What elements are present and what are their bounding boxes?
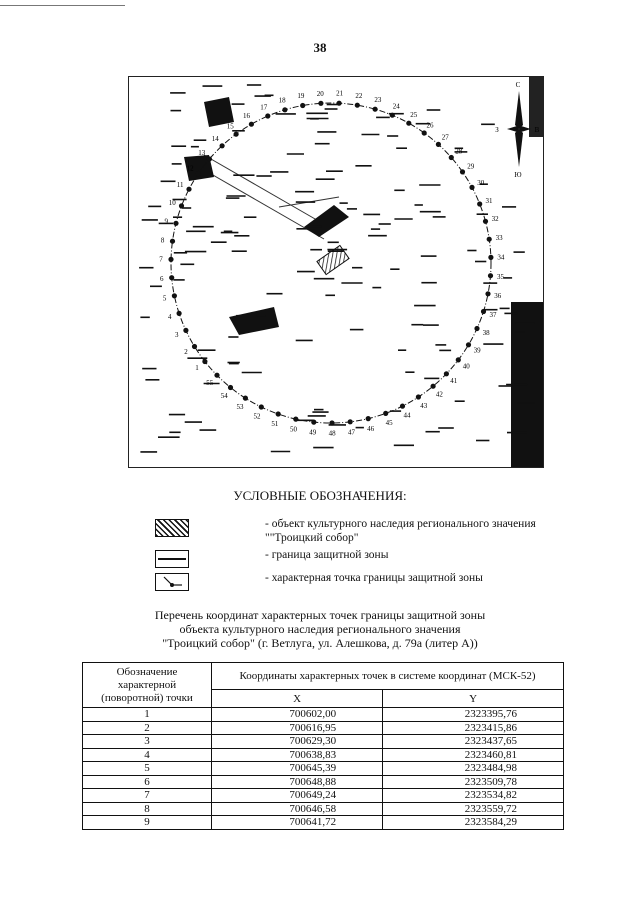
cell-point: 9 [83,816,212,830]
boundary-point-label: 14 [211,135,219,143]
boundary-point-marker [282,107,287,112]
coordinates-table-body [83,708,564,830]
cell-point: 7 [83,789,212,803]
table-row [83,816,564,830]
boundary-point-marker [436,142,441,147]
base-map-dashes [139,85,535,452]
table-row [83,721,564,735]
table-row [83,789,564,803]
boundary-point-marker [220,143,225,148]
boundary-point-label: 12 [186,164,194,173]
cell-x: 700646,58 [212,802,383,816]
boundary-point-marker [406,121,411,126]
boundary-point-marker [318,101,323,106]
page-number: 38 [313,40,327,55]
top-rule [0,5,125,6]
map-canvas [129,77,543,467]
cell-point: 4 [83,748,212,762]
cell-point: 2 [83,721,212,735]
map-margin [129,77,149,217]
boundary-point-marker [400,404,405,409]
heritage-object-symbol [155,519,189,537]
boundary-point-marker [488,255,493,260]
boundary-point-marker [481,309,486,314]
boundary-point-marker [207,156,212,161]
cell-x: 700641,72 [212,816,383,830]
legend-item-heritage [155,517,575,547]
boundary-point-marker [390,113,395,118]
boundary-point-marker [456,357,461,362]
boundary-point-label: 40 [462,362,470,371]
legend-title: УСЛОВНЫЕ ОБОЗНАЧЕНИЯ: [233,488,407,503]
boundary-point-label: 22 [355,91,363,100]
cell-point: 3 [83,735,212,749]
legend-text-heritage: - объект культурного наследия регионального значения ""Троицкий собор" [265,518,536,544]
boundary-point-label: 30 [477,179,485,188]
boundary-point-icon [156,574,187,589]
boundary-point-label: 39 [473,346,481,355]
boundary-point-label: 48 [328,429,336,438]
boundary-point-marker [243,396,248,401]
cell-y: 2323460,81 [383,748,564,762]
boundary-point-marker [179,203,184,208]
boundary-point-marker [383,411,388,416]
header-coordinates: Координаты характерных точек в системе координат (МСК-52) [212,663,564,690]
compass-south: Ю [514,171,522,179]
coordinates-table [82,662,564,830]
boundary-point-label: 47 [348,428,355,437]
boundary-point-marker [173,221,178,226]
table-row [83,802,564,816]
boundary-point-marker [466,342,471,347]
boundary-point-label: 23 [374,96,382,105]
boundary-point-marker [177,311,182,316]
boundary-point-label: 20 [316,89,324,98]
cell-y: 2323584,29 [383,816,564,830]
cell-y: 2323415,86 [383,721,564,735]
boundary-point-label: 51 [271,420,279,428]
boundary-point-marker [485,291,490,296]
boundary-point-marker [249,122,254,127]
cell-y: 2323437,65 [383,735,564,749]
header-y: Y [383,690,564,708]
boundary-point-marker [469,185,474,190]
table-row [83,708,564,722]
boundary-point-marker [460,169,465,174]
boundary-point-label: 44 [403,411,411,420]
table-row [83,735,564,749]
boundary-point-label: 38 [482,329,490,338]
list-title-line-1: Перечень координат характерных точек границы защитной зоны [154,608,486,622]
cell-point: 6 [83,775,212,789]
boundary-point-label: 25 [410,110,418,119]
boundary-point-marker [474,326,479,331]
cell-y: 2323509,78 [383,775,564,789]
boundary-point-label: 7 [159,255,163,264]
boundary-point-marker [214,373,219,378]
boundary-point-label: 55 [206,378,214,387]
cell-y: 2323534,82 [383,789,564,803]
boundary-point-marker [311,420,316,425]
boundary-point-label: 13 [198,149,206,157]
boundary-point-label: 29 [467,162,475,171]
table-row [83,762,564,776]
boundary-point-label: 54 [220,391,228,400]
boundary-point-marker [329,420,334,425]
compass-west: З [495,126,499,134]
boundary-point-label: 34 [497,253,505,262]
legend-text-point: - характерная точка границы защитной зоны [265,572,483,584]
boundary-point-label: 21 [336,89,344,98]
cell-point: 8 [83,802,212,816]
boundary-point-label: 49 [309,428,317,437]
boundary-point-marker [169,275,174,280]
boundary-point-label: 9 [164,217,169,226]
boundary-point-label: 35 [497,273,504,281]
boundary-point-marker [172,293,177,298]
protection-zone-map [128,76,544,468]
boundary-point-marker [355,103,360,108]
header-point-designation: Обозначение характерной (поворотной) точки [83,663,212,708]
boundary-point-label: 17 [260,103,268,112]
boundary-point-marker [168,257,173,262]
boundary-point-label: 16 [243,112,250,120]
legend-text-zone: - граница защитной зоны [265,549,389,561]
list-title-line-2: объекта культурного наследия регионального значения [179,622,461,636]
boundary-point-marker [483,219,488,224]
boundary-point-marker [276,411,281,416]
boundary-point-marker [477,201,482,206]
boundary-point-marker [422,130,427,135]
boundary-point-marker [202,359,207,364]
boundary-point-marker [366,416,371,421]
boundary-point-marker [444,371,449,376]
boundary-point-label: 19 [297,92,305,101]
boundary-point-marker [265,113,270,118]
boundary-point-label: 50 [290,425,297,434]
boundary-point-marker [293,417,298,422]
boundary-point-marker [192,344,197,349]
boundary-point-label: 8 [160,236,165,245]
cell-x: 700602,00 [212,708,383,722]
boundary-point-label: 31 [485,196,493,205]
boundary-point-marker [449,155,454,160]
boundary-point-marker [259,404,264,409]
boundary-point-marker [348,419,353,424]
boundary-point-label: 28 [455,147,463,156]
boundary-point-label: 41 [450,377,458,386]
legend-item-point [155,571,575,601]
boundary-point-symbol [155,573,189,591]
cell-x: 700649,24 [212,789,383,803]
cell-x: 700629,30 [212,735,383,749]
boundary-point-label: 37 [489,311,497,319]
cell-y: 2323484,98 [383,762,564,776]
compass-north: С [515,81,521,89]
boundary-point-label: 45 [385,419,393,428]
boundary-point-marker [228,385,233,390]
boundary-point-label: 52 [253,412,261,421]
cell-point: 1 [83,708,212,722]
list-title-line-3: "Троицкий собор" (г. Ветлуга, ул. Алешкова, д. 79а (литер А)) [162,636,478,650]
cell-x: 700648,88 [212,775,383,789]
boundary-point-marker [373,107,378,112]
boundary-point-marker [196,171,201,176]
cell-point: 5 [83,762,212,776]
zone-boundary-symbol [155,550,189,568]
cell-x: 700645,39 [212,762,383,776]
boundary-point-marker [170,239,175,244]
boundary-point-label: 46 [367,424,375,433]
table-row [83,775,564,789]
boundary-point-label: 10 [168,198,176,207]
boundary-point-label: 53 [236,403,244,412]
boundary-point-label: 32 [491,215,499,224]
boundary-point-label: 43 [420,401,428,410]
boundary-point-marker [416,394,421,399]
boundary-point-label: 33 [495,234,503,243]
boundary-point-label: 4 [167,313,172,322]
boundary-point-label: 2 [184,348,188,357]
cell-y: 2323395,76 [383,708,564,722]
boundary-point-label: 26 [426,121,434,130]
boundary-point-label: 42 [435,390,443,399]
boundary-point-label: 5 [162,294,167,303]
boundary-point-label: 11 [176,181,184,190]
boundary-point-marker [183,328,188,333]
boundary-point-marker [487,237,492,242]
boundary-point-marker [186,187,191,192]
boundary-point-label: 18 [278,96,286,105]
cell-x: 700616,95 [212,721,383,735]
boundary-point-label: 36 [494,292,502,301]
boundary-point-marker [234,132,239,137]
boundary-point-label: 6 [159,275,164,284]
boundary-point-label: 15 [226,122,234,131]
cell-y: 2323559,72 [383,802,564,816]
boundary-point-marker [431,384,436,389]
boundary-point-label: 24 [392,102,400,111]
boundary-point-marker [300,103,305,108]
cell-x: 700638,83 [212,748,383,762]
header-x: X [212,690,383,708]
coordinate-list-title [0,608,640,650]
compass-east: В [534,126,540,134]
boundary-point-marker [488,273,493,278]
boundary-point-label: 1 [195,364,199,373]
table-row [83,748,564,762]
boundary-point-label: 3 [175,331,179,340]
boundary-point-label: 27 [441,133,449,142]
boundary-point-marker [337,101,342,106]
